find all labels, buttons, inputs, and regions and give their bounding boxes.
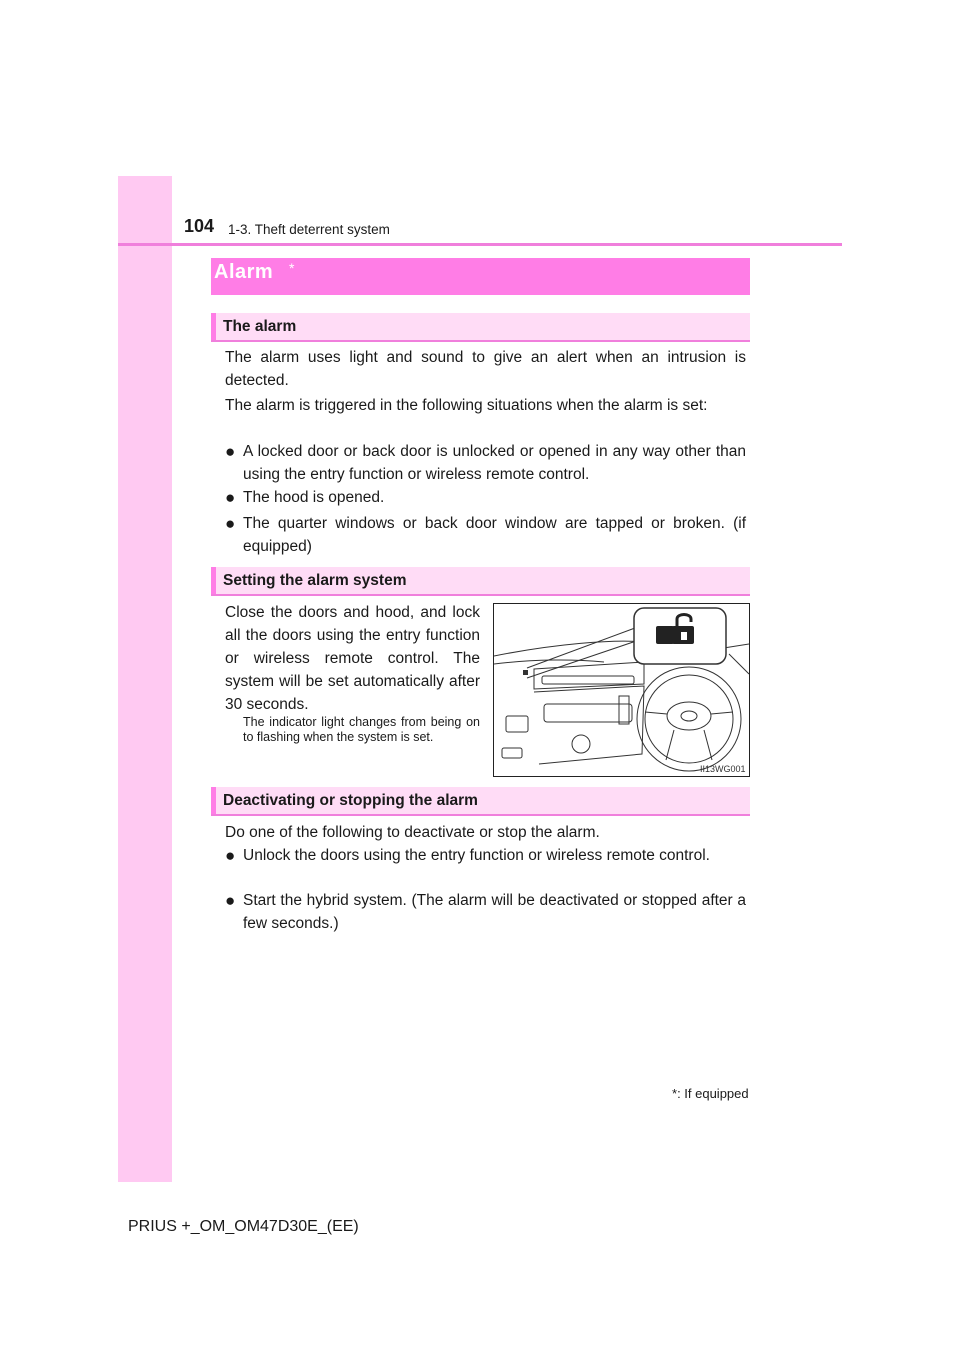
list-item <box>225 844 746 867</box>
list-item-text: The hood is opened. <box>243 489 385 506</box>
paragraph: Close the doors and hood, and lock all the doors using the entry function or wireless remote control. The system will be set automatically after 30 seconds. <box>225 604 480 713</box>
subheading-the-alarm <box>211 313 750 342</box>
illustration-code: II13WG001 <box>700 764 746 774</box>
subheading-label: Setting the alarm system <box>223 572 407 589</box>
bullet-icon: ● <box>225 846 236 865</box>
paragraph: The alarm uses light and sound to give an alert when an intrusion is detected. <box>225 349 746 389</box>
list-item <box>225 486 746 509</box>
paragraph: The alarm is triggered in the following situations when the alarm is set: <box>225 397 708 414</box>
bullet-icon: ● <box>225 514 236 533</box>
page-title-bar <box>211 258 750 295</box>
subheading-deactivating-alarm <box>211 787 750 816</box>
section-label: 1-3. Theft deterrent system <box>228 222 390 237</box>
note-text: The indicator light changes from being on to flashing when the system is set. <box>243 715 480 744</box>
list-item-text: The quarter windows or back door window are tapped or broken. (if equipped) <box>243 515 746 555</box>
dashboard-drawing <box>494 604 749 776</box>
list-item-text: Unlock the doors using the entry function or wireless remote control. <box>243 847 710 864</box>
footnote-text: : If equipped <box>677 1086 749 1101</box>
subheading-label: The alarm <box>223 318 297 335</box>
list-item <box>225 512 746 558</box>
subheading-label: Deactivating or stopping the alarm <box>223 792 478 809</box>
if-equipped-mark: * <box>289 260 295 276</box>
list-item <box>225 889 746 935</box>
page-title: Alarm <box>214 261 274 283</box>
footnote <box>672 1086 749 1101</box>
page-number: 104 <box>184 216 215 236</box>
list-item-text: Start the hybrid system. (The alarm will be deactivated or stopped after a few seconds.) <box>243 892 746 932</box>
header-rule <box>118 243 842 246</box>
paragraph: Do one of the following to deactivate or stop the alarm. <box>225 824 600 841</box>
list-item-text: A locked door or back door is unlocked or opened in any way other than using the entry function or wireless remote control. <box>243 443 746 483</box>
sidebar-tab <box>118 176 172 1182</box>
bullet-icon: ● <box>225 442 236 461</box>
dashboard-illustration <box>493 603 750 777</box>
list-item <box>225 440 746 486</box>
bullet-icon: ● <box>225 488 236 507</box>
footer-code: PRIUS +_OM_OM47D30E_(EE) <box>128 1218 359 1235</box>
subheading-setting-alarm <box>211 567 750 596</box>
asterisk-icon: * <box>672 1086 678 1101</box>
bullet-icon: ● <box>225 891 236 910</box>
